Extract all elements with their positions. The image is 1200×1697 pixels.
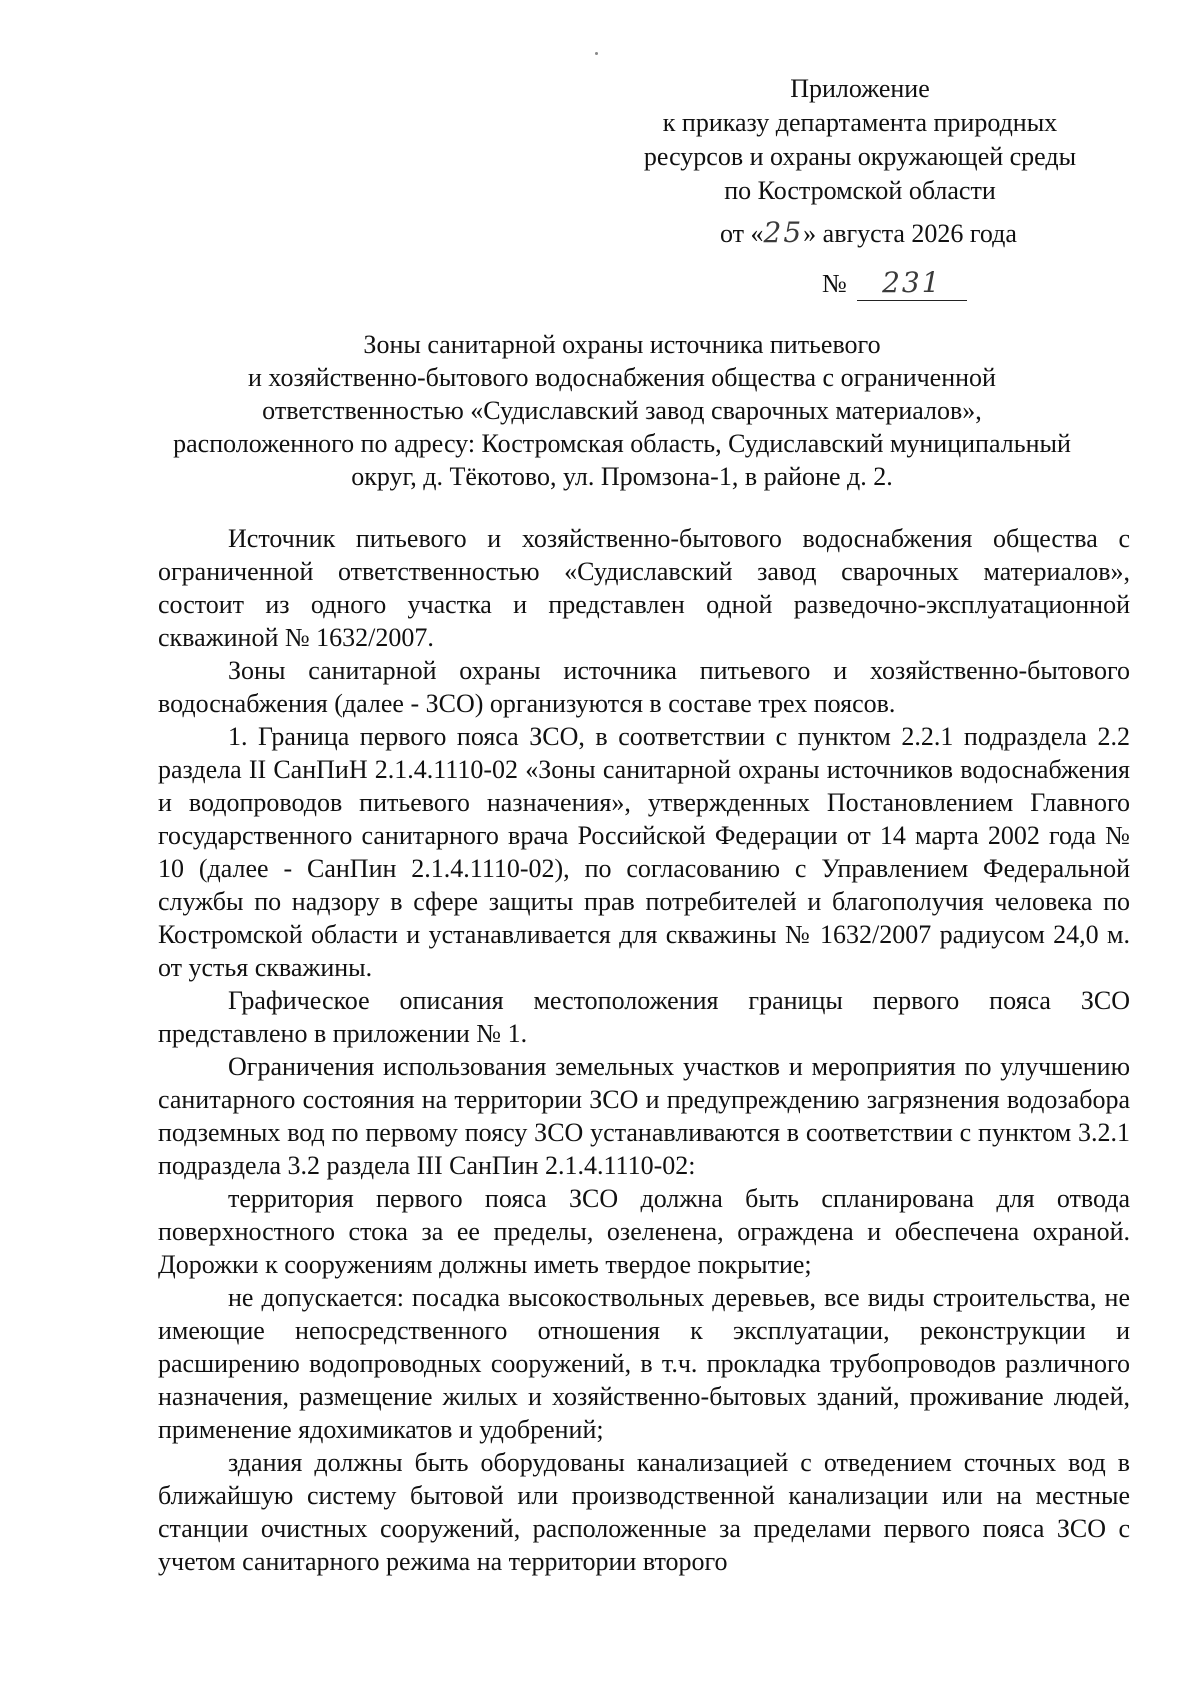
order-date <box>720 216 1017 251</box>
handwritten-number: 231 <box>857 266 967 301</box>
appendix-header <box>590 72 1130 208</box>
body-paragraph: территория первого пояса ЗСО должна быть спланирована для отвода поверхностного стока за ее пределы, озеленена, ограждена и обеспечена охраной. Дорожки к сооружениям должны иметь твердое покрытие; <box>158 1184 1130 1279</box>
title-line: расположенного по адресу: Костромская область, Судиславский муниципальный <box>173 429 1071 458</box>
body-paragraph: 1. Граница первого пояса ЗСО, в соответствии с пунктом 2.2.1 подраздела 2.2 раздела II СанПиН 2.1.4.1110-02 «Зоны санитарной охраны источников водоснабжения и водопроводов питьевого назначения», утвержденных Постановлением Главного государственного санитарного врача Российской Федерации от 14 марта 2002 года № 10 (далее - СанПин 2.1.4.1110-02), по согласованию с Управлением Федеральной службы по надзору в сфере защиты прав потребителей и благополучия человека по Костромской области и устанавливается для скважины № 1632/2007 радиусом 24,0 м. от устья скважины. <box>158 722 1130 982</box>
body-paragraph: Зоны санитарной охраны источника питьевого и хозяйственно-бытового водоснабжения (далее - ЗСО) организуются в составе трех поясов. <box>158 656 1130 718</box>
body-paragraph: Графическое описания местоположения границы первого пояса ЗСО представлено в приложении № 1. <box>158 986 1130 1048</box>
title-line: ответственностью «Судиславский завод сварочных материалов», <box>262 396 982 425</box>
title-line: и хозяйственно-бытового водоснабжения общества с ограниченной <box>248 363 996 392</box>
number-label: № <box>822 269 847 298</box>
body-paragraph: Ограничения использования земельных участков и мероприятия по улучшению санитарного состояния на территории ЗСО и предупреждению загрязнения водозабора подземных вод по первому поясу ЗСО устанавливаются в соответствии с пунктом 3.2.1 подраздела 3.2 раздела III СанПин 2.1.4.1110-02: <box>158 1052 1130 1180</box>
body-paragraph: здания должны быть оборудованы канализацией с отведением сточных вод в ближайшую систему бытовой или производственной канализации или на местные станции очистных сооружений, расположенные за пределами первого пояса ЗСО с учетом санитарного режима на территории второго <box>158 1448 1130 1576</box>
date-suffix: » августа 2026 года <box>803 219 1017 248</box>
header-line: к приказу департамента природных <box>662 108 1058 137</box>
date-prefix: от « <box>720 219 764 248</box>
header-line: Приложение <box>790 74 930 103</box>
header-line: по Костромской области <box>724 176 996 205</box>
order-number <box>822 266 967 301</box>
scan-speck <box>595 52 598 55</box>
document-body <box>158 522 1130 1578</box>
body-paragraph: Источник питьевого и хозяйственно-бытового водоснабжения общества с ограниченной ответственностью «Судиславский завод сварочных материалов», состоит из одного участка и представлен одной разведочно-эксплуатационной скважиной № 1632/2007. <box>158 524 1130 652</box>
title-line: округ, д. Тёкотово, ул. Промзона-1, в районе д. 2. <box>351 462 893 491</box>
body-paragraph: не допускается: посадка высокоствольных деревьев, все виды строительства, не имеющие непосредственного отношения к эксплуатации, реконструкции и расширению водопроводных сооружений, в т.ч. прокладка трубопроводов различного назначения, размещение жилых и хозяйственно-бытовых зданий, проживание людей, применение ядохимикатов и удобрений; <box>158 1283 1130 1444</box>
handwritten-day: 25 <box>763 216 804 249</box>
title-line: Зоны санитарной охраны источника питьевого <box>363 330 881 359</box>
document-title <box>112 328 1132 493</box>
header-line: ресурсов и охраны окружающей среды <box>643 142 1077 171</box>
